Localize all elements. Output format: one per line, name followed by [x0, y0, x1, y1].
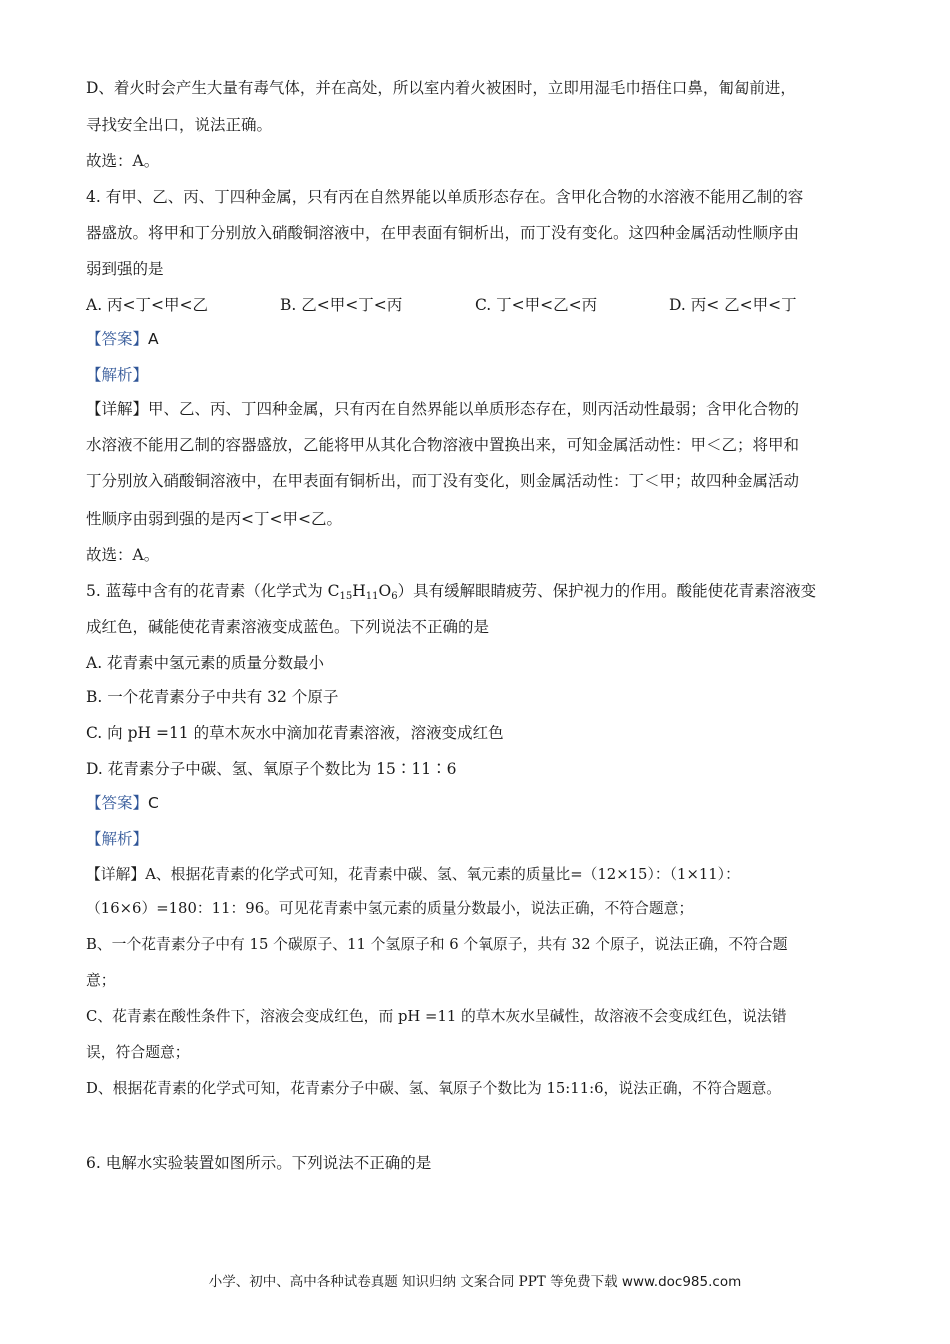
q5-detail-a-line2: （16×6）=180：11：96。可见花青素中氢元素的质量分数最小，说法正确，不符合题意；	[86, 900, 694, 917]
q5-stem-line2: 成红色，碱能使花青素溶液变成蓝色。下列说法不正确的是	[86, 618, 490, 636]
q4-choice: 故选：A。	[86, 546, 160, 564]
q5-analysis-label: 【解析】	[86, 830, 149, 848]
q4-answer	[86, 328, 159, 350]
q5-detail-b-line2: 意；	[86, 972, 116, 989]
q5-option-a: A. 花青素中氢元素的质量分数最小	[86, 654, 325, 672]
q5-option-c: C. 向 pH =11 的草木灰水中滴加花青素溶液，溶液变成红色	[86, 724, 504, 742]
q4-answer-value: A	[148, 330, 159, 348]
q5-answer	[86, 792, 159, 814]
q3-option-d-line2: 寻找安全出口，说法正确。	[86, 116, 273, 134]
q4-option-d: D. 丙< 乙<甲<丁	[669, 296, 797, 314]
page-footer	[0, 1270, 950, 1290]
q4-option-a: A. 丙<丁<甲<乙	[86, 296, 209, 314]
q4-detail-line3: 丁分别放入硝酸铜溶液中，在甲表面有铜析出，而丁没有变化，则金属活动性：丁＜甲；故四种金属活动	[86, 472, 800, 490]
q5-stem-suffix: ）具有缓解眼睛疲劳、保护视力的作用。酸能使花青素溶液变	[397, 582, 817, 600]
formula-sub-o: 6	[391, 591, 398, 602]
q5-answer-value: C	[148, 794, 159, 812]
q4-stem-line2: 器盛放。将甲和丁分别放入硝酸铜溶液中，在甲表面有铜析出，而丁没有变化。这四种金属活动性顺序由	[86, 224, 800, 242]
answer-label: 【答案】	[86, 794, 149, 812]
q5-stem-prefix: 5. 蓝莓中含有的花青素（化学式为 C	[86, 582, 340, 600]
q4-stem-line3: 弱到强的是	[86, 260, 164, 278]
q4-detail-line1: 【详解】甲、乙、丙、丁四种金属，只有丙在自然界能以单质形态存在，则丙活动性最弱；含甲化合物的	[86, 400, 800, 418]
q5-detail-d-line1: D、根据花青素的化学式可知，花青素分子中碳、氢、氧原子个数比为 15:11:6，说法正确，不符合题意。	[86, 1080, 782, 1097]
answer-label: 【答案】	[86, 330, 149, 348]
q4-option-b: B. 乙<甲<丁<丙	[280, 296, 403, 314]
q5-detail-c-line2: 误，符合题意；	[86, 1044, 190, 1061]
q4-detail-line4: 性顺序由弱到强的是丙<丁<甲<乙。	[86, 510, 342, 528]
q5-detail-a-line1: 【详解】A、根据花青素的化学式可知，花青素中碳、氢、氧元素的质量比=（12×15）：（1×11）：	[86, 866, 740, 883]
q5-detail-b-line1: B、一个花青素分子中有 15 个碳原子、11 个氢原子和 6 个氧原子，共有 32 个原子，说法正确，不符合题	[86, 936, 788, 953]
q5-option-b: B. 一个花青素分子中共有 32 个原子	[86, 688, 339, 706]
formula-o: O	[378, 582, 392, 600]
q4-option-c: C. 丁<甲<乙<丙	[475, 296, 598, 314]
formula-sub-h: 11	[365, 591, 379, 602]
formula-h: H	[352, 582, 366, 600]
q3-choice: 故选：A。	[86, 152, 160, 170]
q5-option-d: D. 花青素分子中碳、氢、氧原子个数比为 15∶11∶6	[86, 760, 457, 778]
q5-detail-c-line1: C、花青素在酸性条件下，溶液会变成红色，而 pH =11 的草木灰水呈碱性，故溶液不会变成红色，说法错	[86, 1008, 787, 1025]
footer-link[interactable]: www.doc985.com	[621, 1274, 742, 1290]
q6-stem: 6. 电解水实验装置如图所示。下列说法不正确的是	[86, 1154, 432, 1172]
footer-text: 小学、初中、高中各种试卷真题 知识归纳 文案合同 PPT 等免费下载	[208, 1274, 622, 1290]
q5-stem-line1	[86, 580, 816, 608]
q4-stem-line1: 4. 有甲、乙、丙、丁四种金属，只有丙在自然界能以单质形态存在。含甲化合物的水溶液不能用乙制的容	[86, 188, 804, 206]
q4-detail-line2: 水溶液不能用乙制的容器盛放，乙能将甲从其化合物溶液中置换出来，可知金属活动性：甲＜乙；将甲和	[86, 436, 800, 454]
q4-options	[86, 294, 886, 316]
q4-analysis-label: 【解析】	[86, 366, 149, 384]
formula-sub-c: 15	[339, 591, 353, 602]
q3-option-d-line1: D、着火时会产生大量有毒气体，并在高处，所以室内着火被困时，立即用湿毛巾捂住口鼻，匍匐前进，	[86, 79, 796, 97]
